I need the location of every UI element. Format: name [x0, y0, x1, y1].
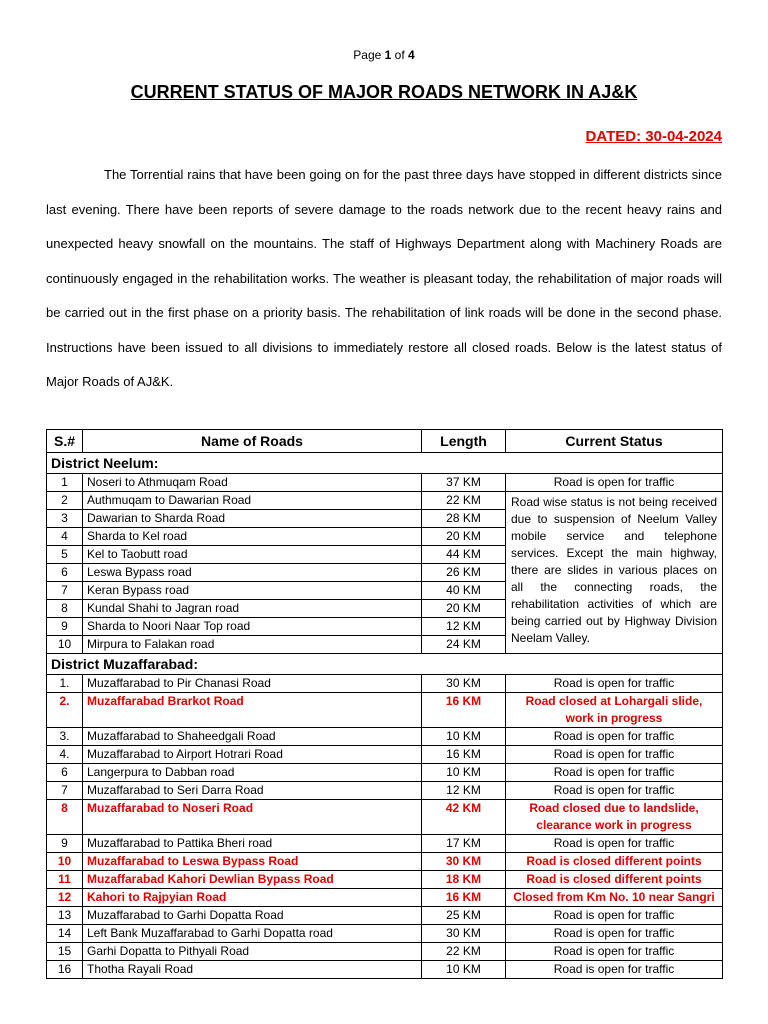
row-sn: 11 [47, 871, 83, 889]
row-status: Road is closed different points [506, 871, 723, 889]
row-sn: 16 [47, 961, 83, 979]
row-status: Road is open for traffic [506, 782, 723, 800]
row-sn: 10 [47, 853, 83, 871]
row-status: Road is open for traffic [506, 728, 723, 746]
row-sn: 9 [47, 835, 83, 853]
table-row-closed [47, 693, 723, 728]
table-row [47, 925, 723, 943]
table-row [47, 728, 723, 746]
page-number [0, 48, 768, 62]
row-status: Road is open for traffic [506, 943, 723, 961]
row-length: 18 KM [422, 871, 506, 889]
row-length: 20 KM [422, 600, 506, 618]
row-length: 30 KM [422, 675, 506, 693]
row-name: Mirpura to Falakan road [83, 636, 422, 654]
row-length: 16 KM [422, 746, 506, 764]
row-name: Muzaffarabad to Pattika Bheri road [83, 835, 422, 853]
row-sn: 3 [47, 510, 83, 528]
row-sn: 6 [47, 564, 83, 582]
row-name: Muzaffarabad to Garhi Dopatta Road [83, 907, 422, 925]
row-sn: 15 [47, 943, 83, 961]
row-status: Road is open for traffic [506, 961, 723, 979]
neelum-merged-status: Road wise status is not being received due to suspension of Neelum Valley mobile service and telephone services. Except the main highway, there are slides in various places on all the connecting roads, the rehabilitation activities of which are being carried out by Highway Division Neelam Valley. [506, 492, 723, 654]
row-length: 10 KM [422, 764, 506, 782]
row-name: Sharda to Noori Naar Top road [83, 618, 422, 636]
row-length: 16 KM [422, 889, 506, 907]
row-length: 12 KM [422, 618, 506, 636]
row-status: Road closed due to landslide, clearance work in progress [506, 800, 723, 835]
header-length: Length [422, 430, 506, 453]
row-sn: 8 [47, 600, 83, 618]
table-row [47, 907, 723, 925]
row-length: 30 KM [422, 925, 506, 943]
row-name: Authmuqam to Dawarian Road [83, 492, 422, 510]
intro-paragraph: The Torrential rains that have been going on for the past three days have stopped in different districts since last evening. There have been reports of severe damage to the roads network due to the recent heavy rains and unexpected heavy snowfall on the mountains. The staff of Highways Department along with Machinery Roads are continuously engaged in the rehabilitation works. The weather is pleasant today, the rehabilitation of major roads will be carried out in the first phase on a priority basis. The rehabilitation of link roads will be done in the second phase. Instructions have been issued to all divisions to immediately restore all closed roads. Below is the latest status of Major Roads of AJ&K. [46, 167, 722, 389]
row-status: Closed from Km No. 10 near Sangri [506, 889, 723, 907]
row-sn: 7 [47, 582, 83, 600]
row-sn: 2 [47, 492, 83, 510]
row-name: Left Bank Muzaffarabad to Garhi Dopatta road [83, 925, 422, 943]
row-sn: 5 [47, 546, 83, 564]
row-name: Muzaffarabad to Seri Darra Road [83, 782, 422, 800]
table-row [47, 961, 723, 979]
row-sn: 1. [47, 675, 83, 693]
row-status: Road is open for traffic [506, 746, 723, 764]
row-length: 37 KM [422, 474, 506, 492]
row-sn: 6 [47, 764, 83, 782]
row-length: 44 KM [422, 546, 506, 564]
district-muzaffarabad-label: District Muzaffarabad: [47, 654, 723, 675]
row-length: 25 KM [422, 907, 506, 925]
table-row [47, 782, 723, 800]
row-name: Muzaffarabad Kahori Dewlian Bypass Road [83, 871, 422, 889]
document-title: CURRENT STATUS OF MAJOR ROADS NETWORK IN AJ&K [130, 82, 638, 102]
row-status: Road is closed different points [506, 853, 723, 871]
row-length: 28 KM [422, 510, 506, 528]
district-row-muzaffarabad [47, 654, 723, 675]
table-row [47, 764, 723, 782]
row-sn: 14 [47, 925, 83, 943]
row-sn: 9 [47, 618, 83, 636]
row-sn: 10 [47, 636, 83, 654]
row-name: Noseri to Athmuqam Road [83, 474, 422, 492]
row-name: Kundal Shahi to Jagran road [83, 600, 422, 618]
row-name: Sharda to Kel road [83, 528, 422, 546]
table-row [47, 675, 723, 693]
row-length: 12 KM [422, 782, 506, 800]
row-sn: 12 [47, 889, 83, 907]
row-length: 16 KM [422, 693, 506, 728]
row-name: Muzaffarabad to Airport Hotrari Road [83, 746, 422, 764]
row-name: Kahori to Rajpyian Road [83, 889, 422, 907]
row-length: 42 KM [422, 800, 506, 835]
row-status: Road is open for traffic [506, 764, 723, 782]
table-row [47, 746, 723, 764]
row-length: 22 KM [422, 943, 506, 961]
document-date: DATED: 30-04-2024 [585, 128, 722, 145]
row-status: Road is open for traffic [506, 474, 723, 492]
header-status: Current Status [506, 430, 723, 453]
row-status: Road is open for traffic [506, 835, 723, 853]
row-name: Keran Bypass road [83, 582, 422, 600]
row-sn: 7 [47, 782, 83, 800]
row-name: Muzaffarabad Brarkot Road [83, 693, 422, 728]
row-name: Muzaffarabad to Leswa Bypass Road [83, 853, 422, 871]
row-name: Muzaffarabad to Shaheedgali Road [83, 728, 422, 746]
table-row [47, 474, 723, 492]
row-length: 40 KM [422, 582, 506, 600]
row-name: Muzaffarabad to Noseri Road [83, 800, 422, 835]
row-length: 10 KM [422, 728, 506, 746]
table-row-closed [47, 889, 723, 907]
row-length: 24 KM [422, 636, 506, 654]
row-status: Road is open for traffic [506, 907, 723, 925]
row-status: Road is open for traffic [506, 675, 723, 693]
row-name: Leswa Bypass road [83, 564, 422, 582]
row-length: 17 KM [422, 835, 506, 853]
district-row-neelum [47, 453, 723, 474]
table-row-closed [47, 800, 723, 835]
table-row-closed [47, 853, 723, 871]
table-row [47, 943, 723, 961]
header-name: Name of Roads [83, 430, 422, 453]
row-sn: 3. [47, 728, 83, 746]
page-current: 1 [384, 48, 392, 62]
row-length: 10 KM [422, 961, 506, 979]
row-length: 22 KM [422, 492, 506, 510]
row-name: Muzaffarabad to Pir Chanasi Road [83, 675, 422, 693]
table-row [47, 835, 723, 853]
row-sn: 8 [47, 800, 83, 835]
row-status: Road closed at Lohargali slide, work in progress [506, 693, 723, 728]
row-sn: 2. [47, 693, 83, 728]
page-label: Page [353, 48, 382, 62]
table-body [47, 453, 723, 979]
row-name: Dawarian to Sharda Road [83, 510, 422, 528]
row-name: Garhi Dopatta to Pithyali Road [83, 943, 422, 961]
row-length: 30 KM [422, 853, 506, 871]
row-status: Road is open for traffic [506, 925, 723, 943]
row-sn: 4 [47, 528, 83, 546]
district-neelum-label: District Neelum: [47, 453, 723, 474]
row-length: 20 KM [422, 528, 506, 546]
roads-status-table [46, 429, 723, 979]
page-total: 4 [408, 48, 415, 62]
page-of: of [394, 48, 405, 62]
row-name: Thotha Rayali Road [83, 961, 422, 979]
row-sn: 1 [47, 474, 83, 492]
row-sn: 13 [47, 907, 83, 925]
row-sn: 4. [47, 746, 83, 764]
row-name: Langerpura to Dabban road [83, 764, 422, 782]
table-header-row [47, 430, 723, 453]
row-length: 26 KM [422, 564, 506, 582]
table-row [47, 492, 723, 510]
row-name: Kel to Taobutt road [83, 546, 422, 564]
header-sn: S.# [47, 430, 83, 453]
table-row-closed [47, 871, 723, 889]
